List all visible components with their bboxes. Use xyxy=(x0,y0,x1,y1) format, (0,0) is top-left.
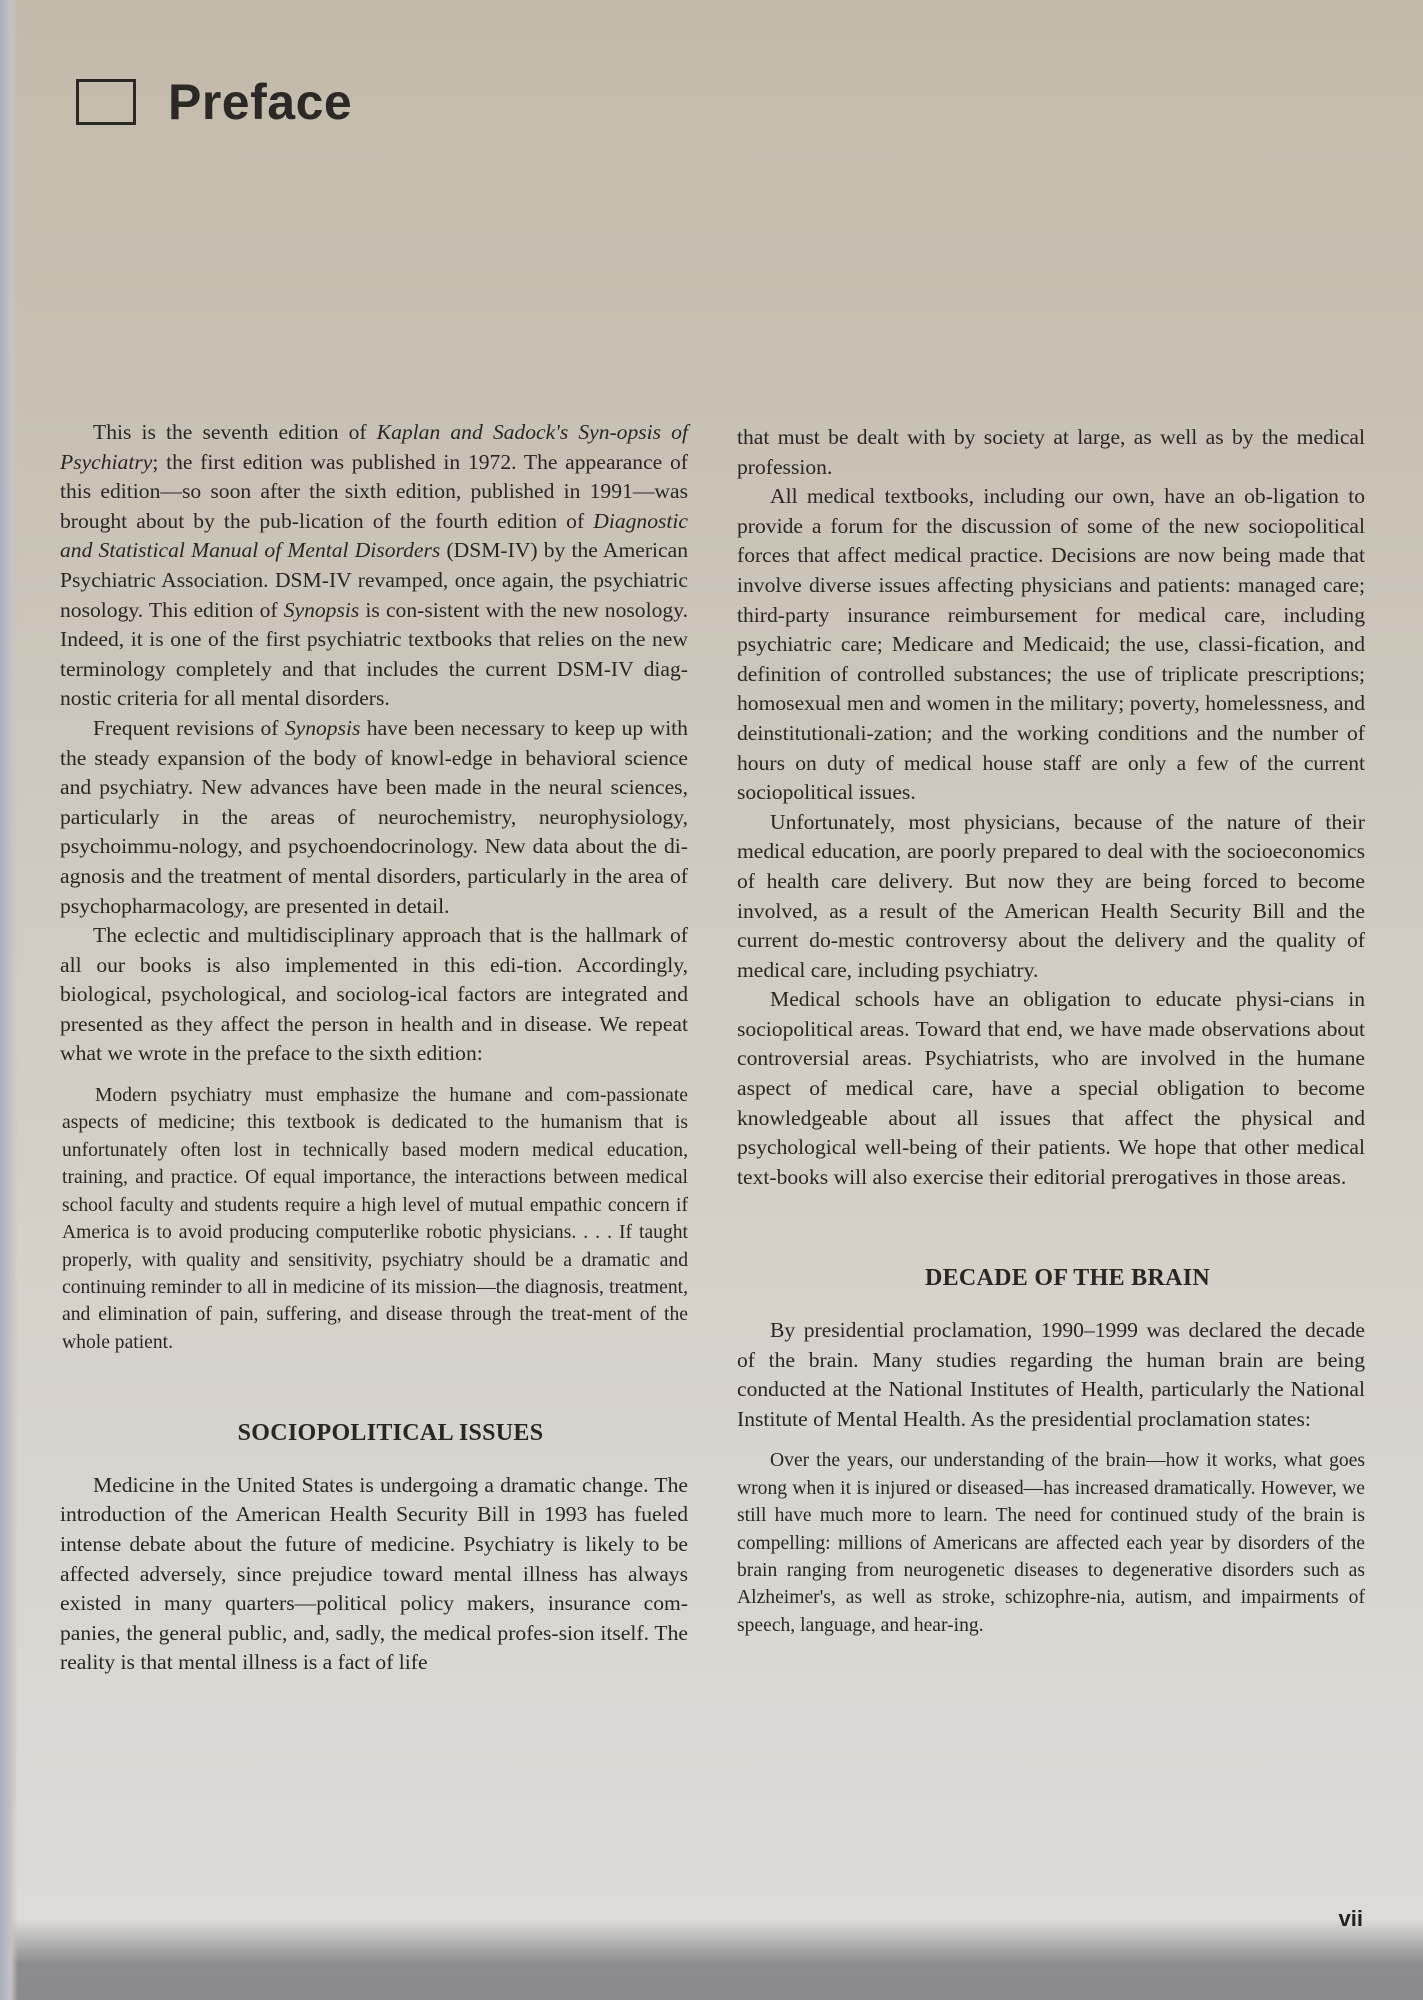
page-header xyxy=(76,72,352,132)
block-quote-proclamation: Over the years, our understanding of the brain—how it works, what goes wrong when it is injured or diseased—has increased dramatically. However, we still have much more to learn. The need for continued study of the brain is compelling: millions of Americans are affected each year by disorders of the brain ranging from neurogenetic diseases to degenerative disorders such as Alzheimer's, as well as stroke, schizophre-nia, autism, and impairments of speech, language, and hear-ing. xyxy=(737,1450,1365,1636)
book-title-synopsis: Kaplan and Sadock's Syn-opsis of Psychiatry xyxy=(60,420,688,474)
left-column xyxy=(60,418,688,1678)
block-quote-sixth-edition: Modern psychiatry must emphasize the humane and com-passionate aspects of medicine; this textbook is dedicated to the humanism that is unfortunately often lost in technically based modern medical education, training, and practice. Of equal importance, the interactions between medical school faculty and students require a high level of mutual empathic concern if America is to avoid producing computerlike robotic physicians. . . . If taught properly, with quality and sensitivity, psychiatry should be a dramatic and continuing reminder to all in medicine of its mission—the diagnosis, treatment, and elimination of pain, suffering, and disease through the treat-ment of the whole patient. xyxy=(62,1085,688,1353)
section-heading-decade-brain: DECADE OF THE BRAIN xyxy=(924,1265,1211,1292)
paragraph-revisions: Frequent revisions of Synopsis have been necessary to keep up with the steady expansion of the body of knowl-edge in behavioral science and psychiatry. New advances have been made in the neural sciences, particularly in the areas of neurochemistry, neurophysiology, psychoimmu-nology, and psychoendocrinology. New data about the di-agnosis and the treatment of mental disorders, particularly in the area of psychopharmacology, are presented in detail. xyxy=(60,715,688,918)
page-title: Preface xyxy=(168,74,353,130)
paragraph-intro: This is the seventh edition of Kaplan and Sadock's Syn-opsis of Psychiatry; the first edition was published in 1972. The appearance of this edition—so soon after the sixth edition, published in 1991—was brought about by the pub-lication of the fourth edition of Diagnostic and Statistical Manual of Mental Disorders (DSM-IV) by the American Psychiatric Association. DSM-IV revamped, once again, the psychiatric nosology. This edition of Synopsis is con-sistent with the new nosology. Indeed, it is one of the first psychiatric textbooks that relies on the new terminology completely and that includes the current DSM-IV diag-nostic criteria for all mental disorders. xyxy=(60,420,688,711)
paragraph-unfortunately: Unfortunately, most physicians, because of the nature of their medical education, are poorly prepared to deal with the socioeconomics of health care delivery. But now they are being forced to become involved, as a result of the American Health Security Bill and the current do-mestic controversy about the delivery and the quality of medical care, including psychiatry. xyxy=(737,809,1365,982)
right-column xyxy=(737,423,1365,1639)
page-number: vii xyxy=(1338,1906,1363,1931)
paragraph-eclectic: The eclectic and multidisciplinary approach that is the hallmark of all our books is also implemented in this edi-tion. Accordingly, biological, psychological, and sociolog-ical factors are integrated and presented as they affect the person in health and in disease. We repeat what we wrote in the preface to the sixth edition: xyxy=(60,923,688,1066)
paragraph-medical-schools: Medical schools have an obligation to educate physi-cians in sociopolitical areas. Toward that end, we have made observations about controversial areas. Psychiatrists, who are involved in the humane aspect of medical care, have a special obligation to become knowledgeable about all issues that affect the physical and psychological well-being of their patients. We hope that other medical text-books will also exercise their editorial prerogatives in those areas. xyxy=(737,987,1365,1189)
paragraph-textbooks-obligation: All medical textbooks, including our own, have an ob-ligation to provide a forum for the discussion of some of the new sociopolitical forces that affect medical practice. Decisions are now being made that involve diverse issues affecting physicians and patients: managed care; third-party insurance reimbursement for medical care, including psychiatric care; Medicare and Medicaid; the use, classi-fication, and definition of controlled substances; the use of triplicate prescriptions; homosexual men and women in the military; poverty, homelessness, and deinstitutionali-zation; and the working conditions and the number of hours on duty of medical house staff are only a few of the current sociopolitical issues. xyxy=(737,484,1365,805)
paragraph-medicine-us: Medicine in the United States is undergoing a dramatic change. The introduction of the American Health Security Bill in 1993 has fueled intense debate about the future of medicine. Psychiatry is likely to be affected adversely, since prejudice toward mental illness has always existed in many quarters—political policy makers, insurance com-panies, the general public, and, sadly, the medical profes-sion itself. The reality is that mental illness is a fact of life xyxy=(60,1472,688,1675)
paragraph-proclamation: By presidential proclamation, 1990–1999 was declared the decade of the brain. Many studies regarding the human brain are being conducted at the National Institutes of Health, particularly the National Institute of Mental Health. As the presidential proclamation states: xyxy=(737,1318,1365,1431)
book-title-dsm: Diagnostic and Statistical Manual of Mental Disorders xyxy=(60,508,688,563)
square-box-icon xyxy=(76,79,136,125)
page-binding-edge xyxy=(0,0,18,2000)
section-heading-sociopolitical: SOCIOPOLITICAL ISSUES xyxy=(237,1420,544,1447)
paragraph-continued: that must be dealt with by society at large, as well as by the medical profession. xyxy=(737,425,1365,479)
